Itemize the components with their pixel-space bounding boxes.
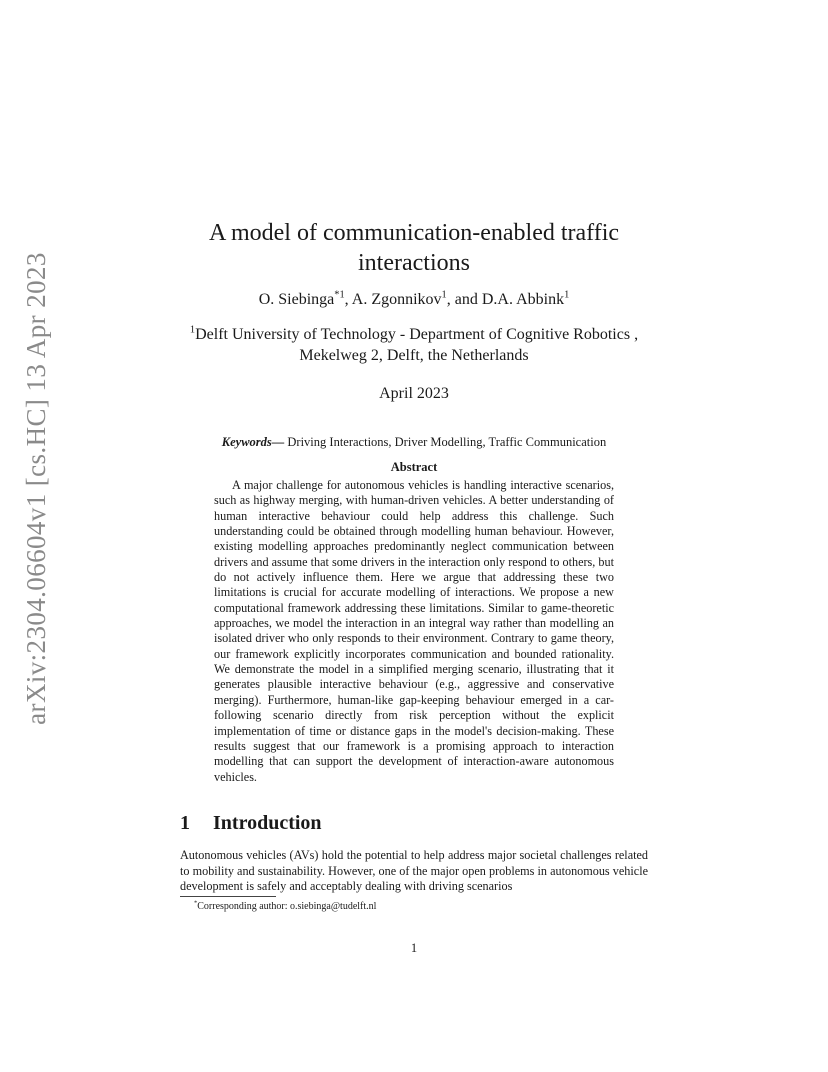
affiliation-text: Delft University of Technology - Department of Cognitive Robotics , Mekelweg 2, Delft, the Netherlands (195, 326, 639, 364)
abstract-body: A major challenge for autonomous vehicles is handling interactive scenarios, such as highway merging, with human-driven vehicles. A better understanding of human interactive behaviour could help address this challenge. Such understanding could be obtained through modelling human behaviour. However, existing modelling approaches predominantly neglect communication between drivers and assume that some drivers in the interaction only respond to others, but do not actively influence them. Here we argue that addressing these two limitations is crucial for accurate modelling of interactions. We propose a new computational framework addressing these limitations. Similar to game-theoretic approaches, we model the interaction in an integral way rather than modelling an isolated driver who only responds to their environment. Contrary to game theory, our framework explicitly incorporates communication and bounded rationality. We demonstrate the model in a simplified merging scenario, illustrating that it generates plausible interactive behaviour (e.g., aggressive and conservative merging). Furthermore, human-like gap-keeping behaviour emerged in a car-following scenario directly from risk perception without the explicit implementation of time or distance gaps in the model's decision-making. These results suggest that our framework is a promising approach to interaction modelling that can support the development of interaction-aware autonomous vehicles. (214, 478, 614, 784)
author-name: O. Siebinga (258, 291, 335, 308)
author-marks: *1 (334, 289, 345, 301)
footnote (194, 901, 376, 912)
footnote-divider (180, 896, 276, 897)
arxiv-identifier-stamp (18, 251, 54, 725)
author-name: D.A. Abbink (481, 291, 565, 308)
section-number: 1 (180, 812, 190, 834)
footnote-text: Corresponding author: o.siebinga@tudelft.nl (197, 901, 377, 912)
author-name: A. Zgonnikov (351, 291, 442, 308)
page-number: 1 (410, 941, 418, 955)
section-title: Introduction (213, 812, 322, 834)
author-marks: 1 (441, 289, 447, 301)
paper-title: A model of communication-enabled traffic interactions (208, 220, 620, 276)
abstract-heading: Abstract (390, 460, 438, 474)
affiliation-mark: 1 (189, 324, 196, 336)
arxiv-identifier-text: arXiv:2304.06604v1 [cs.HC] 13 Apr 2023 (20, 251, 51, 725)
footnote-mark: * (194, 899, 198, 907)
keywords-label: Keywords— (221, 435, 285, 449)
author-list: O. Siebinga$^{*1}$, A. Zgonnikov$^1$, and D.A. Abbink$^1$ (258, 289, 570, 308)
keywords (180, 435, 648, 450)
author-marks: 1 (564, 289, 570, 301)
introduction-paragraph: Autonomous vehicles (AVs) hold the potential to help address major societal challenges related to mobility and sustainability. However, one of the major open problems in autonomous vehicle development is safely and acceptably dealing with driving scenarios (180, 848, 648, 893)
publication-date: April 2023 (379, 385, 449, 402)
keywords-text: Driving Interactions, Driver Modelling, Traffic Communication (284, 435, 607, 449)
section-heading (180, 812, 322, 835)
affiliation (180, 324, 648, 366)
